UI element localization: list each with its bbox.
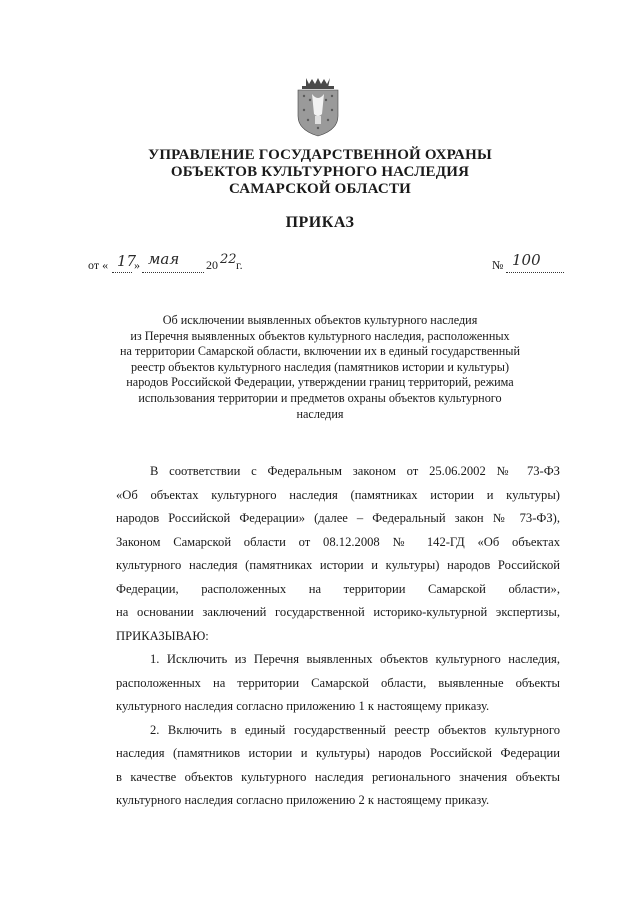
order-body — [116, 460, 560, 813]
organization-line: САМАРСКОЙ ОБЛАСТИ — [228, 181, 412, 197]
item-2-line: 2. Включить в единый государственный реестр объектов культурного — [150, 722, 560, 737]
subject-line: использования территории и предметов охраны объектов культурного — [138, 390, 502, 405]
item-1-line: культурного наследия согласно приложению 1 к настоящему приказу. — [116, 699, 490, 713]
preamble-line: «Об объектах культурного наследия (памятниках истории и культуры) — [116, 487, 560, 502]
preamble-line: Законом Самарской области от 08.12.2008 № 142-ГД «Об объектах — [116, 534, 560, 549]
subject-line: Об исключении выявленных объектов культурного наследия — [162, 313, 478, 327]
handwritten-month: мая — [148, 250, 180, 268]
document-type-title: ПРИКАЗ — [285, 214, 355, 231]
month-underline — [142, 271, 204, 273]
organization-line: УПРАВЛЕНИЕ ГОСУДАРСТВЕННОЙ ОХРАНЫ — [148, 147, 492, 163]
item-1-line: расположенных на территории Самарской области, выявленные объекты — [116, 675, 560, 690]
preamble-line: на основании заключений государственной историко-культурной экспертизы, — [116, 605, 560, 619]
item-2-line: в качестве объектов культурного наследия регионального значения объекты — [116, 769, 560, 784]
organization-name — [100, 147, 540, 198]
number-label: № — [492, 258, 504, 272]
order-word: ПРИКАЗЫВАЮ: — [116, 628, 209, 643]
order-subject — [100, 313, 540, 422]
organization-line: ОБЪЕКТОВ КУЛЬТУРНОГО НАСЛЕДИЯ — [170, 164, 470, 180]
preamble-line: культурного наследия (памятниках истории и культуры) народов Российской — [116, 558, 560, 572]
date-quote-close: » — [134, 258, 140, 272]
preamble-line: народов Российской Федерации» (далее – Федеральный закон № 73-ФЗ), — [116, 511, 560, 525]
subject-line: наследия — [296, 406, 344, 421]
day-underline — [112, 271, 132, 273]
preamble-line: В соответствии с Федеральным законом от 25.06.2002 № 73-ФЗ — [150, 464, 560, 478]
handwritten-number: 100 — [512, 251, 541, 269]
handwritten-day: 17 — [117, 252, 137, 270]
handwritten-year: 22 — [220, 252, 237, 267]
preamble-line: Федерации, расположенных на территории Самарской области», — [116, 581, 560, 596]
year-end: г. — [236, 258, 243, 272]
number-underline — [506, 271, 564, 273]
date-number-line — [88, 250, 568, 274]
samara-coat-of-arms-icon — [292, 76, 344, 138]
item-1-line: 1. Исключить из Перечня выявленных объектов культурного наследия, — [150, 652, 560, 666]
date-prefix: от « — [88, 258, 109, 272]
item-2-line: культурного наследия согласно приложению 2 к настоящему приказу. — [116, 793, 490, 807]
subject-line: из Перечня выявленных объектов культурного наследия, расположенных — [130, 328, 510, 343]
subject-line: народов Российской Федерации, утверждении границ территорий, режима — [126, 375, 514, 390]
item-2-line: наследия (памятников истории и культуры) народов Российской Федерации — [116, 746, 560, 760]
subject-line: реестр объектов культурного наследия (памятников истории и культуры) — [131, 359, 509, 374]
subject-line: на территории Самарской области, включении их в единый государственный — [120, 344, 520, 359]
year-prefix: 20 — [206, 258, 218, 272]
